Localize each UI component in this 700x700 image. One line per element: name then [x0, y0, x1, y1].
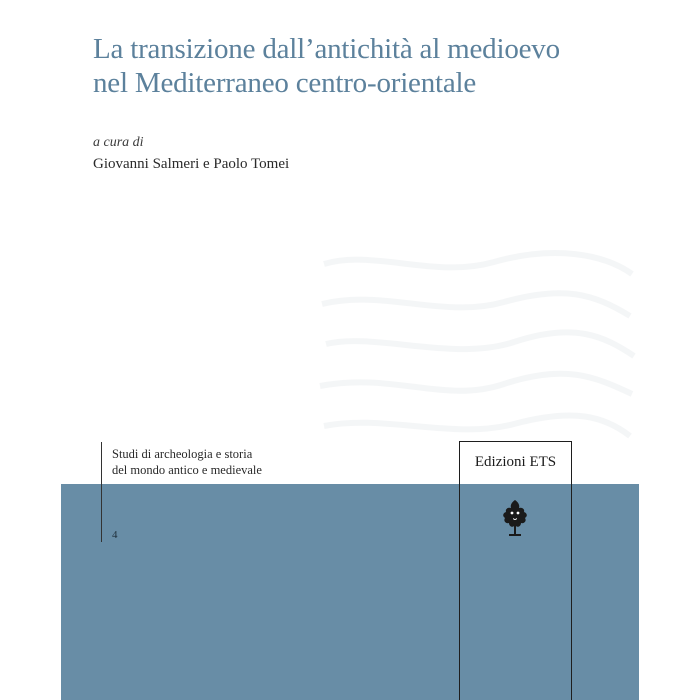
- title-line-1: La transizione dall’antichità al medioevo: [93, 33, 560, 65]
- editors-names: Giovanni Salmeri e Paolo Tomei: [93, 156, 290, 172]
- series-line-2: del mondo antico e medievale: [112, 463, 262, 477]
- volume-number: 4: [112, 529, 118, 541]
- title-line-2: nel Mediterraneo centro-orientale: [93, 67, 477, 99]
- series-divider-rule: [101, 442, 102, 542]
- curator-label: a cura di: [93, 135, 144, 150]
- book-title: [93, 32, 613, 100]
- series-line-1: Studi di archeologia e storia: [112, 447, 253, 461]
- publisher-emblem-icon: [498, 498, 532, 538]
- publisher-name: Edizioni ETS: [460, 442, 571, 482]
- series-title: [112, 446, 262, 478]
- publisher-frame: [459, 441, 572, 700]
